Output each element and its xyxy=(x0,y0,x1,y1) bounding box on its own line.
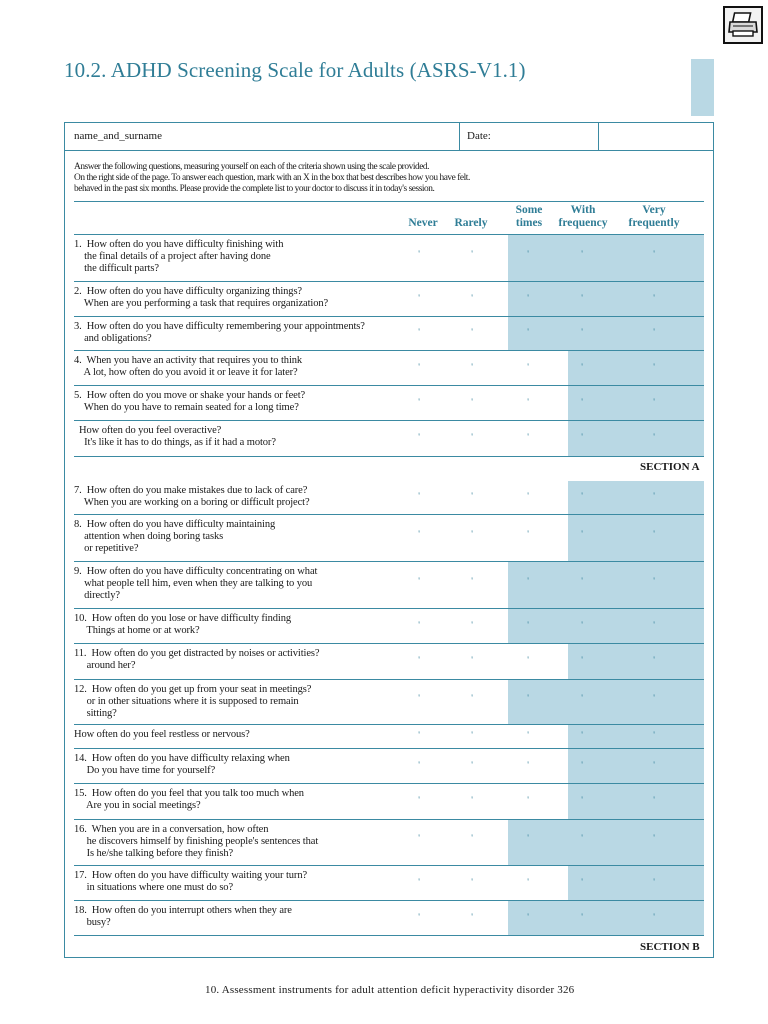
section-a-label: SECTION A xyxy=(640,461,700,473)
question-text xyxy=(74,286,419,310)
answer-tick-mark: ' xyxy=(418,833,420,843)
answer-tick-mark: ' xyxy=(527,620,529,630)
column-header-line: Some xyxy=(515,204,543,216)
question-row xyxy=(74,725,704,749)
question-line: he discovers himself by finishing people's sentences that xyxy=(74,836,319,847)
answer-cell[interactable] xyxy=(624,282,704,316)
question-text xyxy=(74,485,419,509)
answer-cell[interactable] xyxy=(458,644,508,679)
answer-cell[interactable] xyxy=(508,421,568,456)
answer-cell[interactable] xyxy=(624,235,704,281)
answer-tick-mark: ' xyxy=(653,795,655,805)
answer-tick-mark: ' xyxy=(653,877,655,887)
answer-tick-mark: ' xyxy=(653,620,655,630)
form-header-row xyxy=(65,123,713,151)
question-line: 7. How often do you make mistakes due to lack of care? xyxy=(74,485,308,496)
answer-tick-mark: ' xyxy=(418,912,420,922)
name-field-label: name_and_surname xyxy=(74,130,162,142)
answer-tick-mark: ' xyxy=(527,877,529,887)
answer-cell[interactable] xyxy=(624,351,704,385)
question-row xyxy=(74,282,704,317)
answer-cell[interactable] xyxy=(508,644,568,679)
answer-tick-mark: ' xyxy=(527,327,529,337)
question-line: When do you have to remain seated for a long time? xyxy=(74,402,299,413)
question-line: Things at home or at work? xyxy=(74,625,200,636)
section-tab-marker xyxy=(691,59,714,116)
answer-cell[interactable] xyxy=(624,680,704,724)
question-line: and obligations? xyxy=(74,333,152,344)
answer-cell[interactable] xyxy=(568,562,624,608)
question-line: 18. How often do you interrupt others when they are xyxy=(74,905,292,916)
answer-tick-mark: ' xyxy=(527,491,529,501)
answer-cell[interactable] xyxy=(458,317,508,350)
column-header-line: With xyxy=(570,204,596,216)
answer-tick-mark: ' xyxy=(471,362,473,372)
answer-cell[interactable] xyxy=(458,725,508,748)
question-row xyxy=(74,421,704,457)
answer-tick-mark: ' xyxy=(653,397,655,407)
column-header-line: times xyxy=(515,217,543,229)
answer-cell[interactable] xyxy=(508,235,568,281)
question-row xyxy=(74,820,704,866)
answer-tick-mark: ' xyxy=(653,327,655,337)
answer-cell[interactable] xyxy=(458,680,508,724)
answer-cell[interactable] xyxy=(624,386,704,420)
answer-tick-mark: ' xyxy=(581,795,583,805)
answer-cell[interactable] xyxy=(568,680,624,724)
answer-cell[interactable] xyxy=(568,725,624,748)
question-line: When are you performing a task that requires organization? xyxy=(74,298,329,309)
answer-cell[interactable] xyxy=(508,481,568,514)
question-row xyxy=(74,644,704,680)
question-line: 5. How often do you move or shake your hands or feet? xyxy=(74,390,306,401)
question-text xyxy=(74,870,419,894)
question-row xyxy=(74,784,704,820)
answer-tick-mark: ' xyxy=(418,655,420,665)
answer-cell[interactable] xyxy=(568,282,624,316)
answer-tick-mark: ' xyxy=(653,293,655,303)
answer-tick-mark: ' xyxy=(581,912,583,922)
question-row xyxy=(74,317,704,351)
answer-cell[interactable] xyxy=(508,317,568,350)
question-line: 11. How often do you get distracted by noises or activities? xyxy=(74,648,320,659)
question-row xyxy=(74,749,704,784)
question-line: Is he/she talking before they finish? xyxy=(74,848,234,859)
answer-tick-mark: ' xyxy=(418,760,420,770)
answer-tick-mark: ' xyxy=(471,833,473,843)
instructions xyxy=(74,162,544,195)
divider xyxy=(459,123,460,150)
answer-cell[interactable] xyxy=(568,784,624,819)
answer-tick-mark: ' xyxy=(471,760,473,770)
question-line: 15. How often do you feel that you talk too much when xyxy=(74,788,304,799)
answer-tick-mark: ' xyxy=(471,397,473,407)
answer-tick-mark: ' xyxy=(418,795,420,805)
question-line: When you are working on a boring or difficult project? xyxy=(74,497,310,508)
answer-tick-mark: ' xyxy=(527,529,529,539)
answer-cell[interactable] xyxy=(508,866,568,900)
question-line: 2. How often do you have difficulty organizing things? xyxy=(74,286,302,297)
answer-cell[interactable] xyxy=(568,644,624,679)
answer-cell[interactable] xyxy=(508,562,568,608)
question-line: or in other situations where it is supposed to remain xyxy=(74,696,299,707)
question-line: 10. How often do you lose or have difficulty finding xyxy=(74,613,292,624)
question-line: the final details of a project after having done xyxy=(74,251,271,262)
answer-tick-mark: ' xyxy=(653,833,655,843)
column-header xyxy=(543,204,623,230)
answer-cell[interactable] xyxy=(568,901,624,935)
question-row xyxy=(74,386,704,421)
question-line: sitting? xyxy=(74,708,117,719)
column-header-line: frequently xyxy=(628,217,680,229)
answer-cell[interactable] xyxy=(568,386,624,420)
print-button[interactable] xyxy=(723,6,763,44)
answer-tick-mark: ' xyxy=(418,362,420,372)
answer-tick-mark: ' xyxy=(581,327,583,337)
question-line: It's like it has to do things, as if it had a motor? xyxy=(74,437,276,448)
instruction-line: On the right side of the page. To answer each question, mark with an X in the box that best describes how you have felt. xyxy=(74,173,470,183)
answer-tick-mark: ' xyxy=(418,397,420,407)
answer-tick-mark: ' xyxy=(581,760,583,770)
answer-cell[interactable] xyxy=(624,749,704,783)
answer-cell[interactable] xyxy=(508,901,568,935)
answer-tick-mark: ' xyxy=(581,877,583,887)
answer-tick-mark: ' xyxy=(527,576,529,586)
answer-tick-mark: ' xyxy=(653,491,655,501)
question-row xyxy=(74,609,704,644)
answer-cell[interactable] xyxy=(624,481,704,514)
question-line: 4. When you have an activity that requires you to think xyxy=(74,355,303,366)
question-line: How often do you feel restless or nervous? xyxy=(74,729,250,740)
answer-tick-mark: ' xyxy=(471,655,473,665)
question-line: around her? xyxy=(74,660,136,671)
answer-cell[interactable] xyxy=(508,784,568,819)
answer-tick-mark: ' xyxy=(653,529,655,539)
answer-cell[interactable] xyxy=(458,784,508,819)
answer-tick-mark: ' xyxy=(418,693,420,703)
answer-cell[interactable] xyxy=(458,421,508,456)
answer-cell[interactable] xyxy=(458,351,508,385)
question-row xyxy=(74,866,704,901)
answer-cell[interactable] xyxy=(508,820,568,865)
answer-tick-mark: ' xyxy=(471,620,473,630)
question-row xyxy=(74,562,704,609)
answer-cell[interactable] xyxy=(624,866,704,900)
answer-tick-mark: ' xyxy=(471,693,473,703)
answer-cell[interactable] xyxy=(568,481,624,514)
section-b-label: SECTION B xyxy=(640,941,700,953)
answer-cell[interactable] xyxy=(568,866,624,900)
answer-cell[interactable] xyxy=(508,386,568,420)
question-line: 16. When you are in a conversation, how often xyxy=(74,824,269,835)
answer-cell[interactable] xyxy=(568,749,624,783)
answer-tick-mark: ' xyxy=(653,760,655,770)
question-line: attention when doing boring tasks xyxy=(74,531,224,542)
question-line: 8. How often do you have difficulty maintaining xyxy=(74,519,276,530)
column-header xyxy=(614,204,694,230)
question-text xyxy=(74,788,419,812)
question-row xyxy=(74,680,704,725)
scale-column-headers xyxy=(74,201,704,235)
answer-tick-mark: ' xyxy=(581,397,583,407)
answer-tick-mark: ' xyxy=(471,491,473,501)
answer-tick-mark: ' xyxy=(471,327,473,337)
question-text xyxy=(74,321,419,345)
questionnaire-form xyxy=(64,122,714,958)
answer-cell[interactable] xyxy=(458,386,508,420)
answer-cell[interactable] xyxy=(458,749,508,783)
answer-tick-mark: ' xyxy=(527,362,529,372)
question-line: or repetitive? xyxy=(74,543,139,554)
printer-icon xyxy=(727,11,759,39)
answer-tick-mark: ' xyxy=(581,491,583,501)
answer-cell[interactable] xyxy=(624,901,704,935)
answer-cell[interactable] xyxy=(458,235,508,281)
answer-tick-mark: ' xyxy=(581,833,583,843)
answer-cell[interactable] xyxy=(568,317,624,350)
page-title: 10.2. ADHD Screening Scale for Adults (ASRS-V1.1) xyxy=(64,58,526,82)
question-line: 3. How often do you have difficulty remembering your appointments? xyxy=(74,321,365,332)
answer-tick-mark: ' xyxy=(471,576,473,586)
question-text xyxy=(74,648,419,672)
column-header-line: frequency xyxy=(558,217,608,229)
question-row xyxy=(74,901,704,936)
answer-tick-mark: ' xyxy=(653,576,655,586)
answer-cell[interactable] xyxy=(508,749,568,783)
answer-tick-mark: ' xyxy=(527,293,529,303)
answer-cell[interactable] xyxy=(624,421,704,456)
answer-cell[interactable] xyxy=(568,820,624,865)
answer-tick-mark: ' xyxy=(527,249,529,259)
instruction-line: Answer the following questions, measuring yourself on each of the criteria shown using the scale provided. xyxy=(74,162,430,172)
question-line: 12. How often do you get up from your seat in meetings? xyxy=(74,684,312,695)
answer-tick-mark: ' xyxy=(527,833,529,843)
date-field-label: Date: xyxy=(467,130,491,142)
answer-cell[interactable] xyxy=(624,820,704,865)
question-text xyxy=(74,239,419,275)
answer-tick-mark: ' xyxy=(581,362,583,372)
answer-tick-mark: ' xyxy=(418,529,420,539)
answer-tick-mark: ' xyxy=(418,432,420,442)
question-text xyxy=(74,613,419,637)
question-line: How often do you feel overactive? xyxy=(74,425,222,436)
answer-tick-mark: ' xyxy=(471,529,473,539)
question-row xyxy=(74,481,704,515)
answer-tick-mark: ' xyxy=(418,327,420,337)
answer-tick-mark: ' xyxy=(581,620,583,630)
answer-cell[interactable] xyxy=(624,515,704,561)
question-line: what people tell him, even when they are talking to you xyxy=(74,578,313,589)
answer-tick-mark: ' xyxy=(653,912,655,922)
answer-tick-mark: ' xyxy=(471,293,473,303)
question-line: 17. How often do you have difficulty waiting your turn? xyxy=(74,870,308,881)
answer-cell[interactable] xyxy=(568,235,624,281)
question-line: Do you have time for yourself? xyxy=(74,765,216,776)
answer-cell[interactable] xyxy=(508,515,568,561)
question-text xyxy=(74,753,419,777)
question-line: A lot, how often do you avoid it or leave it for later? xyxy=(74,367,298,378)
answer-tick-mark: ' xyxy=(581,432,583,442)
answer-cell[interactable] xyxy=(568,351,624,385)
answer-cell[interactable] xyxy=(508,725,568,748)
question-text xyxy=(74,566,419,602)
answer-tick-mark: ' xyxy=(653,249,655,259)
column-header-line: Rarely xyxy=(454,217,488,229)
answer-tick-mark: ' xyxy=(581,293,583,303)
answer-tick-mark: ' xyxy=(581,730,583,740)
answer-cell[interactable] xyxy=(508,680,568,724)
question-text xyxy=(74,519,419,555)
page-footer: 10. Assessment instruments for adult attention deficit hyperactivity disorder 326 xyxy=(205,984,575,996)
question-line: Are you in social meetings? xyxy=(74,800,201,811)
answer-tick-mark: ' xyxy=(527,795,529,805)
answer-cell[interactable] xyxy=(508,282,568,316)
answer-tick-mark: ' xyxy=(418,491,420,501)
answer-tick-mark: ' xyxy=(653,655,655,665)
question-text xyxy=(74,390,419,414)
answer-tick-mark: ' xyxy=(581,249,583,259)
answer-cell[interactable] xyxy=(458,481,508,514)
answer-tick-mark: ' xyxy=(471,795,473,805)
answer-cell[interactable] xyxy=(624,725,704,748)
answer-tick-mark: ' xyxy=(653,362,655,372)
answer-tick-mark: ' xyxy=(418,877,420,887)
answer-tick-mark: ' xyxy=(653,432,655,442)
answer-tick-mark: ' xyxy=(471,912,473,922)
answer-tick-mark: ' xyxy=(471,249,473,259)
answer-tick-mark: ' xyxy=(418,576,420,586)
question-row xyxy=(74,235,704,282)
question-line: 1. How often do you have difficulty finishing with xyxy=(74,239,284,250)
answer-tick-mark: ' xyxy=(581,529,583,539)
question-line: 14. How often do you have difficulty relaxing when xyxy=(74,753,290,764)
answer-cell[interactable] xyxy=(458,866,508,900)
answer-cell[interactable] xyxy=(624,644,704,679)
answer-cell[interactable] xyxy=(508,609,568,643)
answer-tick-mark: ' xyxy=(418,620,420,630)
question-text xyxy=(74,684,419,720)
answer-tick-mark: ' xyxy=(527,397,529,407)
answer-tick-mark: ' xyxy=(418,293,420,303)
answer-cell[interactable] xyxy=(568,515,624,561)
answer-cell[interactable] xyxy=(458,562,508,608)
question-line: the difficult parts? xyxy=(74,263,159,274)
question-line: busy? xyxy=(74,917,111,928)
question-row xyxy=(74,515,704,562)
answer-cell[interactable] xyxy=(624,562,704,608)
answer-tick-mark: ' xyxy=(527,432,529,442)
question-line: 9. How often do you have difficulty concentrating on what xyxy=(74,566,318,577)
instruction-line: behaved in the past six months. Please provide the complete list to your doctor to discuss it in today's session. xyxy=(74,184,435,194)
question-row xyxy=(74,351,704,386)
column-header-line: Very xyxy=(642,204,666,216)
answer-tick-mark: ' xyxy=(527,655,529,665)
answer-cell[interactable] xyxy=(624,317,704,350)
question-text xyxy=(74,355,419,379)
question-line: in situations where one must do so? xyxy=(74,882,234,893)
answer-cell[interactable] xyxy=(458,515,508,561)
question-text xyxy=(74,425,419,449)
answer-tick-mark: ' xyxy=(471,432,473,442)
answer-tick-mark: ' xyxy=(527,730,529,740)
answer-cell[interactable] xyxy=(458,820,508,865)
answer-tick-mark: ' xyxy=(581,655,583,665)
question-text xyxy=(74,905,419,929)
divider xyxy=(598,123,599,150)
column-header-line: Never xyxy=(408,217,438,229)
answer-cell[interactable] xyxy=(508,351,568,385)
question-text xyxy=(74,824,419,860)
answer-cell[interactable] xyxy=(568,421,624,456)
question-text xyxy=(74,729,419,741)
answer-cell[interactable] xyxy=(458,609,508,643)
answer-tick-mark: ' xyxy=(471,877,473,887)
answer-tick-mark: ' xyxy=(653,730,655,740)
answer-tick-mark: ' xyxy=(527,693,529,703)
answer-tick-mark: ' xyxy=(527,760,529,770)
answer-tick-mark: ' xyxy=(653,693,655,703)
answer-tick-mark: ' xyxy=(418,730,420,740)
question-line: directly? xyxy=(74,590,120,601)
answer-cell[interactable] xyxy=(458,901,508,935)
answer-tick-mark: ' xyxy=(418,249,420,259)
answer-cell[interactable] xyxy=(624,784,704,819)
answer-cell[interactable] xyxy=(458,282,508,316)
answer-tick-mark: ' xyxy=(581,576,583,586)
answer-tick-mark: ' xyxy=(471,730,473,740)
answer-tick-mark: ' xyxy=(581,693,583,703)
answer-cell[interactable] xyxy=(624,609,704,643)
answer-tick-mark: ' xyxy=(527,912,529,922)
answer-cell[interactable] xyxy=(568,609,624,643)
